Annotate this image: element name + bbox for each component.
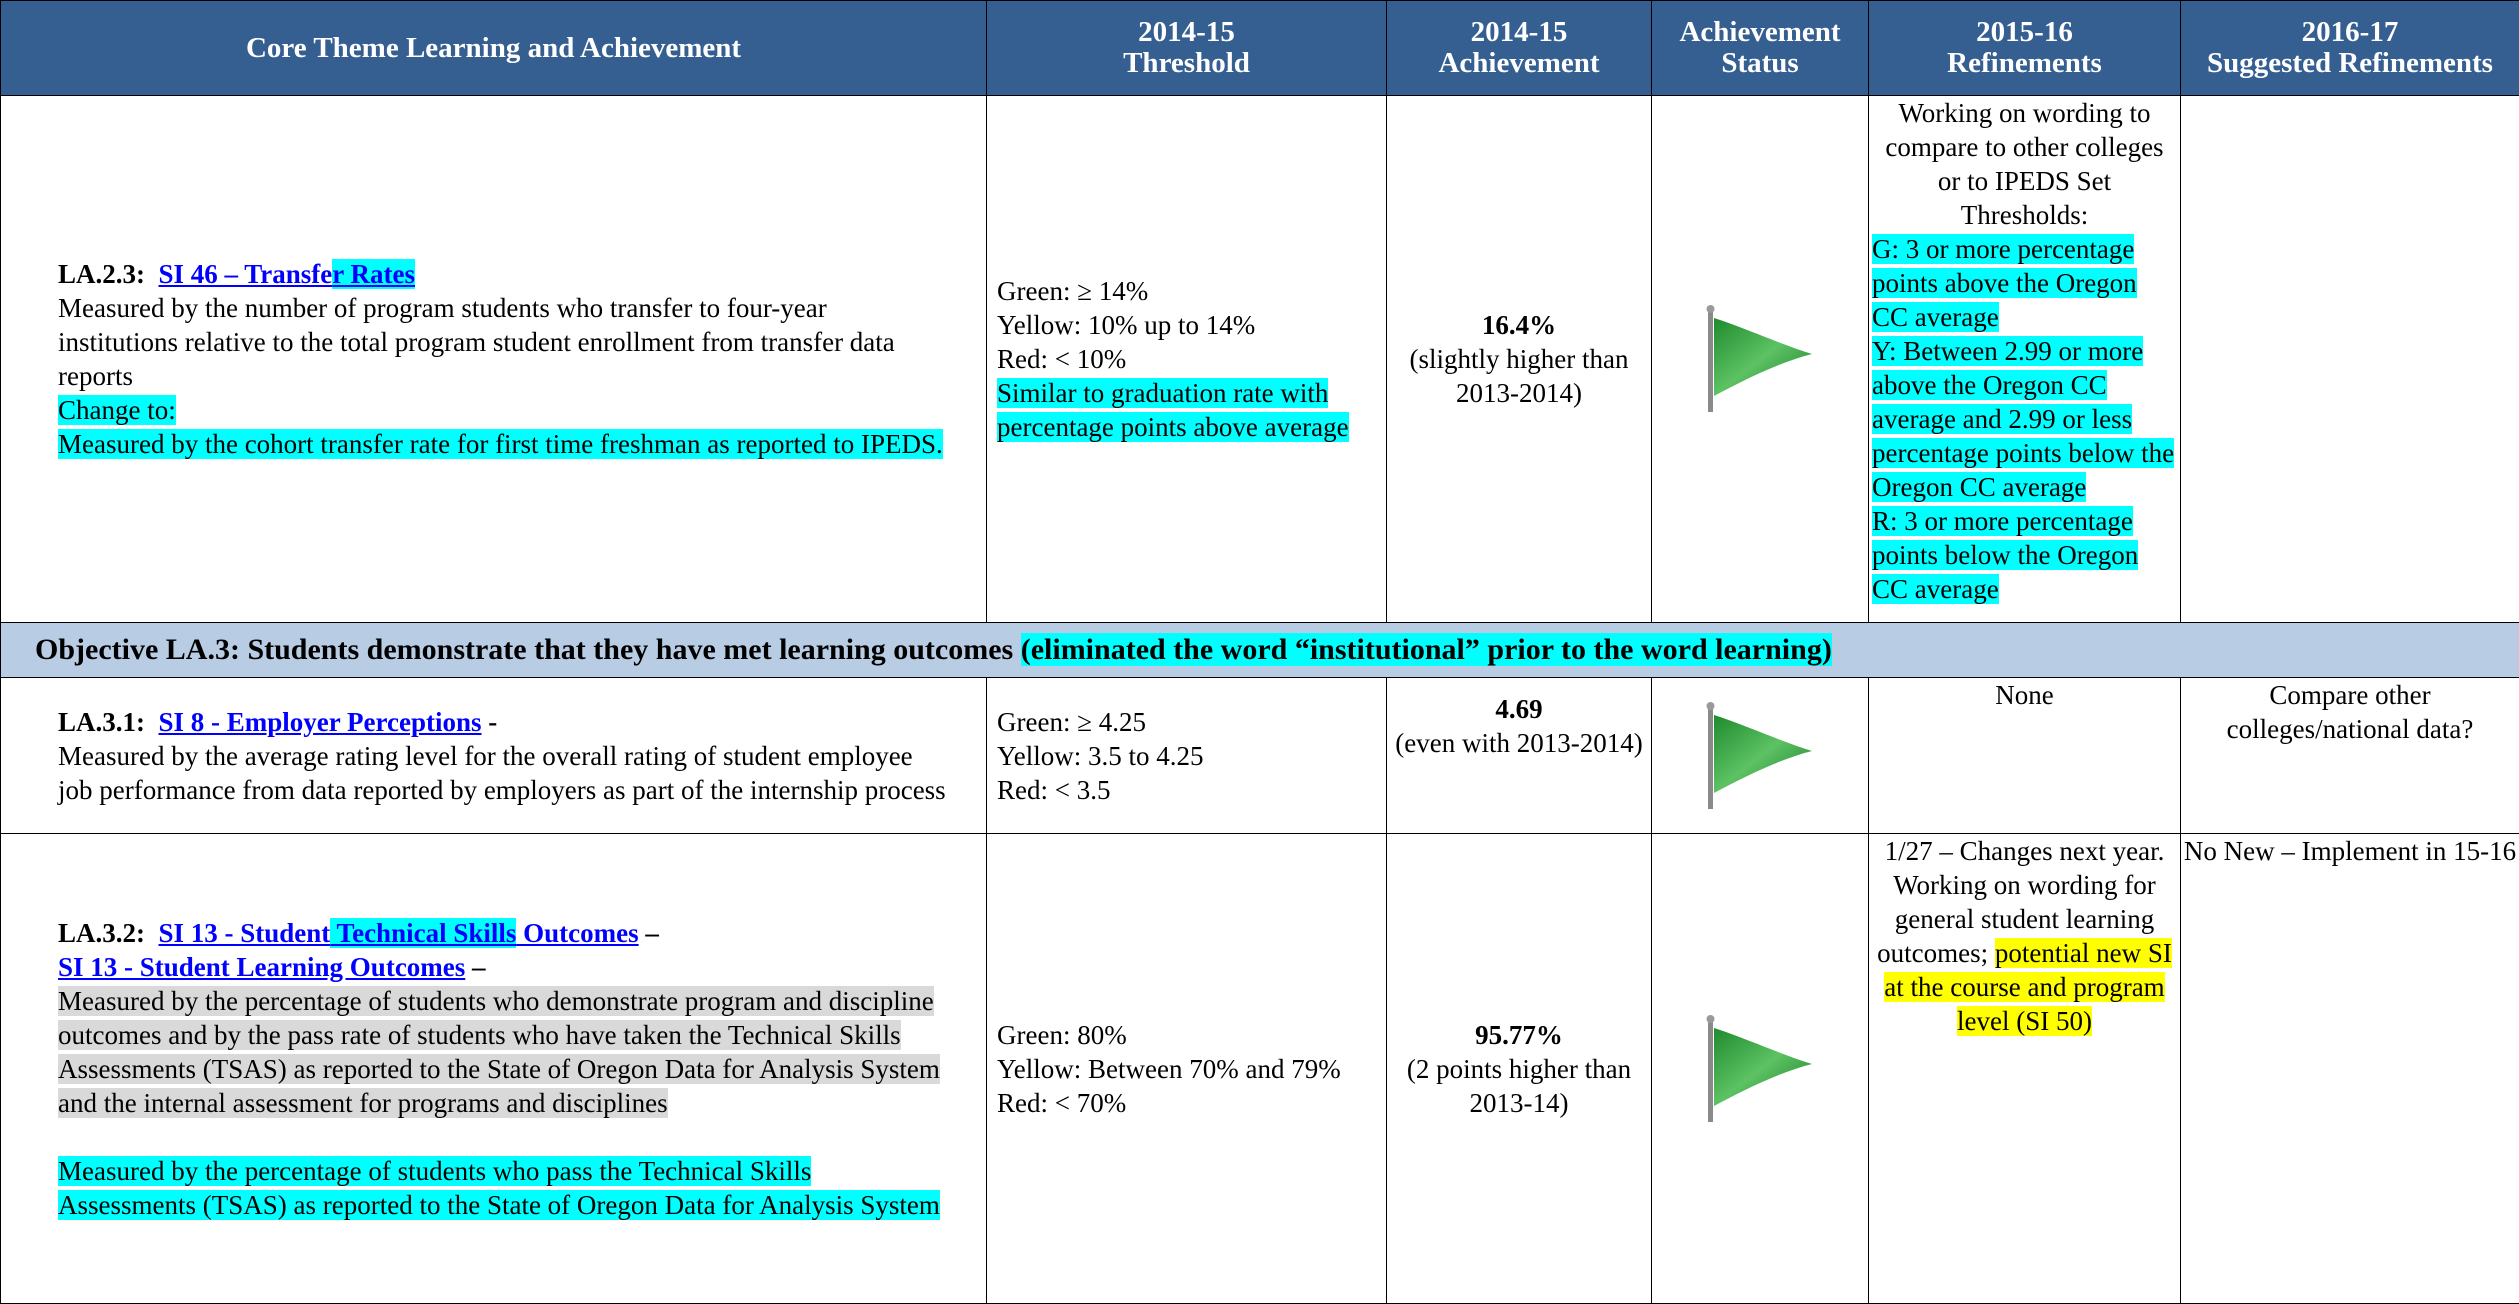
refinement-yellow: Y: Between 2.99 or more above the Oregon CC average and 2.99 or less percentage points below the Oregon CC average bbox=[1872, 336, 2174, 502]
measure-description: Measured by the number of program students who transfer to four-year institutions relative to the total program student enrollment from transfer data reports bbox=[58, 291, 946, 393]
item-code: LA.3.2: bbox=[58, 918, 145, 948]
suggested-cell bbox=[2181, 678, 2519, 834]
threshold-red: Red: < 3.5 bbox=[997, 773, 1382, 807]
refinements-cell bbox=[1869, 834, 2181, 1304]
table-row-la-2-3 bbox=[1, 96, 2519, 623]
refinement-highlight: potential new SI at the course and program level (SI 50) bbox=[1884, 938, 2172, 1036]
refinement-red: R: 3 or more percentage points below the Oregon CC average bbox=[1872, 506, 2138, 604]
core-theme-cell bbox=[1, 678, 987, 834]
threshold-note: Similar to graduation rate with percentage points above average bbox=[997, 378, 1349, 442]
suggested-cell bbox=[2181, 96, 2519, 623]
si-13-learning-link[interactable]: SI 13 - Student Learning Outcomes bbox=[58, 952, 465, 982]
measure-description-new: Measured by the percentage of students who pass the Technical Skills Assessments (TSAS) as reported to the State of Oregon Data for Analysis System bbox=[58, 1156, 940, 1220]
threshold-green: Green: ≥ 4.25 bbox=[997, 705, 1382, 739]
achievement-value: 95.77% bbox=[1387, 1018, 1651, 1052]
item-heading: LA.3.1: SI 8 - Employer Perceptions - bbox=[58, 705, 946, 739]
refinement-text: None bbox=[1995, 680, 2053, 710]
threshold-cell bbox=[987, 96, 1387, 623]
achievement-note: (even with 2013-2014) bbox=[1387, 726, 1651, 760]
achievement-note: (2 points higher than 2013-14) bbox=[1387, 1052, 1651, 1120]
refinements-cell bbox=[1869, 96, 2181, 623]
green-flag-icon bbox=[1700, 701, 1820, 811]
si-46-link[interactable]: SI 46 – Transfer Rates bbox=[159, 259, 416, 289]
objective-row bbox=[1, 623, 2519, 678]
header-refinements: 2015-16 Refinements bbox=[1869, 1, 2181, 96]
si-13-technical-link[interactable]: SI 13 - Student Technical Skills Outcomes bbox=[159, 918, 639, 948]
refinements-cell bbox=[1869, 678, 2181, 834]
status-cell bbox=[1652, 834, 1869, 1304]
threshold-yellow: Yellow: 3.5 to 4.25 bbox=[997, 739, 1382, 773]
threshold-cell bbox=[987, 834, 1387, 1304]
measure-description: Measured by the average rating level for the overall rating of student employee job performance from data reported by employers as part of the internship process bbox=[58, 739, 946, 807]
measure-description-old: Measured by the percentage of students who demonstrate program and discipline outcomes and by the pass rate of students who have taken the Technical Skills Assessments (TSAS) as reported to the State of Oregon Data for Analysis System and the internal assessment for programs and disciplines bbox=[58, 986, 940, 1118]
threshold-yellow: Yellow: Between 70% and 79% bbox=[997, 1052, 1382, 1086]
header-threshold: 2014-15 Threshold bbox=[987, 1, 1387, 96]
threshold-green: Green: ≥ 14% bbox=[997, 274, 1382, 308]
threshold-red: Red: < 10% bbox=[997, 342, 1382, 376]
core-theme-cell bbox=[1, 96, 987, 623]
status-cell bbox=[1652, 678, 1869, 834]
refinement-text: Working on wording to compare to other colleges or to IPEDS Set Thresholds: bbox=[1872, 96, 2177, 232]
threshold-green: Green: 80% bbox=[997, 1018, 1382, 1052]
header-achievement: 2014-15 Achievement bbox=[1387, 1, 1652, 96]
header-status: Achievement Status bbox=[1652, 1, 1869, 96]
table-row-la-3-2 bbox=[1, 834, 2519, 1304]
change-text: Measured by the cohort transfer rate for first time freshman as reported to IPEDS. bbox=[58, 429, 943, 459]
green-flag-icon bbox=[1700, 1014, 1820, 1124]
si-8-link[interactable]: SI 8 - Employer Perceptions bbox=[159, 707, 482, 737]
item-code: LA.2.3: bbox=[58, 259, 145, 289]
achievement-value: 4.69 bbox=[1387, 692, 1651, 726]
threshold-red: Red: < 70% bbox=[997, 1086, 1382, 1120]
objective-heading: Objective LA.3: Students demonstrate that they have met learning outcomes (eliminated the word “institutional” prior to the word learning) bbox=[1, 623, 2519, 678]
refinement-text: 1/27 – Changes next year. Working on wording for general student learning outcomes; bbox=[1877, 836, 2164, 968]
header-suggested: 2016-17 Suggested Refinements bbox=[2181, 1, 2519, 96]
threshold-yellow: Yellow: 10% up to 14% bbox=[997, 308, 1382, 342]
core-theme-cell: LA.3.2: SI 13 - Student Technical Skills Outcomes – SI 13 - Student Learning Outcomes – Measured by the percentage of students who demonstrate program and discipline outcomes and by the pass rate of students who have taken the Technical Skills Assessments (TSAS) as reported to the State of Oregon Data for Analysis System and the internal assessment for programs and disciplines Measured by the percentage of students who pass the Technical Skills Assessments (TSAS) as reported to the State of Oregon Data for Analysis System bbox=[1, 834, 987, 1304]
header-row bbox=[1, 1, 2519, 96]
achievement-cell bbox=[1387, 96, 1652, 623]
achievement-cell bbox=[1387, 678, 1652, 834]
threshold-cell bbox=[987, 678, 1387, 834]
item-code: LA.3.1: bbox=[58, 707, 145, 737]
green-flag-icon bbox=[1700, 304, 1820, 414]
suggested-text: No New – Implement in 15-16 bbox=[2184, 836, 2516, 866]
refinement-green: G: 3 or more percentage points above the Oregon CC average bbox=[1872, 234, 2137, 332]
achievement-note: (slightly higher than 2013-2014) bbox=[1387, 342, 1651, 410]
achievement-value: 16.4% bbox=[1387, 308, 1651, 342]
header-core-theme: Core Theme Learning and Achievement bbox=[1, 1, 987, 96]
change-label: Change to: bbox=[58, 395, 176, 425]
status-cell bbox=[1652, 96, 1869, 623]
item-heading: LA.3.2: SI 13 - Student Technical Skills Outcomes – bbox=[58, 916, 946, 950]
suggested-cell bbox=[2181, 834, 2519, 1304]
item-heading bbox=[58, 257, 946, 291]
objective-highlight: (eliminated the word “institutional” prior to the word learning) bbox=[1021, 633, 1832, 666]
table-row-la-3-1 bbox=[1, 678, 2519, 834]
suggested-text: Compare other colleges/national data? bbox=[2227, 680, 2474, 744]
achievement-cell bbox=[1387, 834, 1652, 1304]
